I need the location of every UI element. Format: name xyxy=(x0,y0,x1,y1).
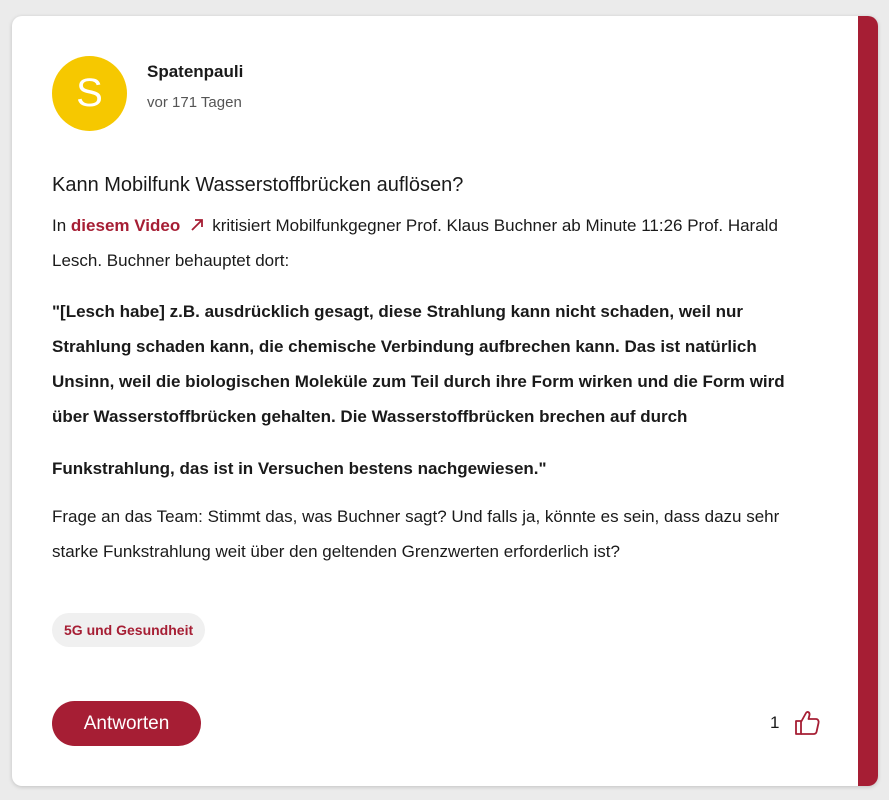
avatar-letter: S xyxy=(76,71,103,115)
post-timestamp: vor 171 Tagen xyxy=(147,94,242,111)
topic-tag-label: 5G und Gesundheit xyxy=(64,622,194,638)
reply-button[interactable] xyxy=(52,701,201,746)
external-arrow-icon[interactable] xyxy=(190,218,204,232)
avatar xyxy=(52,56,127,131)
comment-card xyxy=(12,16,878,786)
reply-button-label: Antworten xyxy=(83,712,170,734)
topic-tag[interactable] xyxy=(52,613,205,647)
question-paragraph: Frage an das Team: Stimmt das, was Buchner sagt? Und falls ja, könnte es sein, dass dazu sehr starke Funkstrahlung weit über den geltenden Grenzwerten erforderlich ist? xyxy=(52,507,780,561)
intro-suffix: kritisiert Mobilfunkgegner Prof. Klaus Buchner ab Minute 11:26 Prof. Harald Lesch. Buchner behauptet dort: xyxy=(52,216,778,270)
quote-paragraph: "[Lesch habe] z.B. ausdrücklich gesagt, diese Strahlung kann nicht schaden, weil nur Strahlung schaden kann, die chemische Verbindung aufbrechen kann. Das ist natürlich Unsinn, weil die biologischen Moleküle zum Teil durch ihre Form wirken und die Form wird über Wasserstoffbrücken gehalten. Die Wasserstoffbrücken brechen auf durch xyxy=(52,302,785,426)
video-link[interactable]: diesem Video xyxy=(70,216,181,235)
post-title: Kann Mobilfunk Wasserstoffbrücken auflösen? xyxy=(52,174,464,196)
intro-prefix: In xyxy=(52,216,67,235)
accent-bar xyxy=(858,16,878,786)
thumbs-up-icon[interactable] xyxy=(792,708,822,738)
intro-paragraph xyxy=(52,208,812,278)
quote-paragraph-end: Funkstrahlung, das ist in Versuchen bestens nachgewiesen." xyxy=(52,459,547,478)
author-name: Spatenpauli xyxy=(147,62,244,81)
like-count: 1 xyxy=(770,713,780,732)
